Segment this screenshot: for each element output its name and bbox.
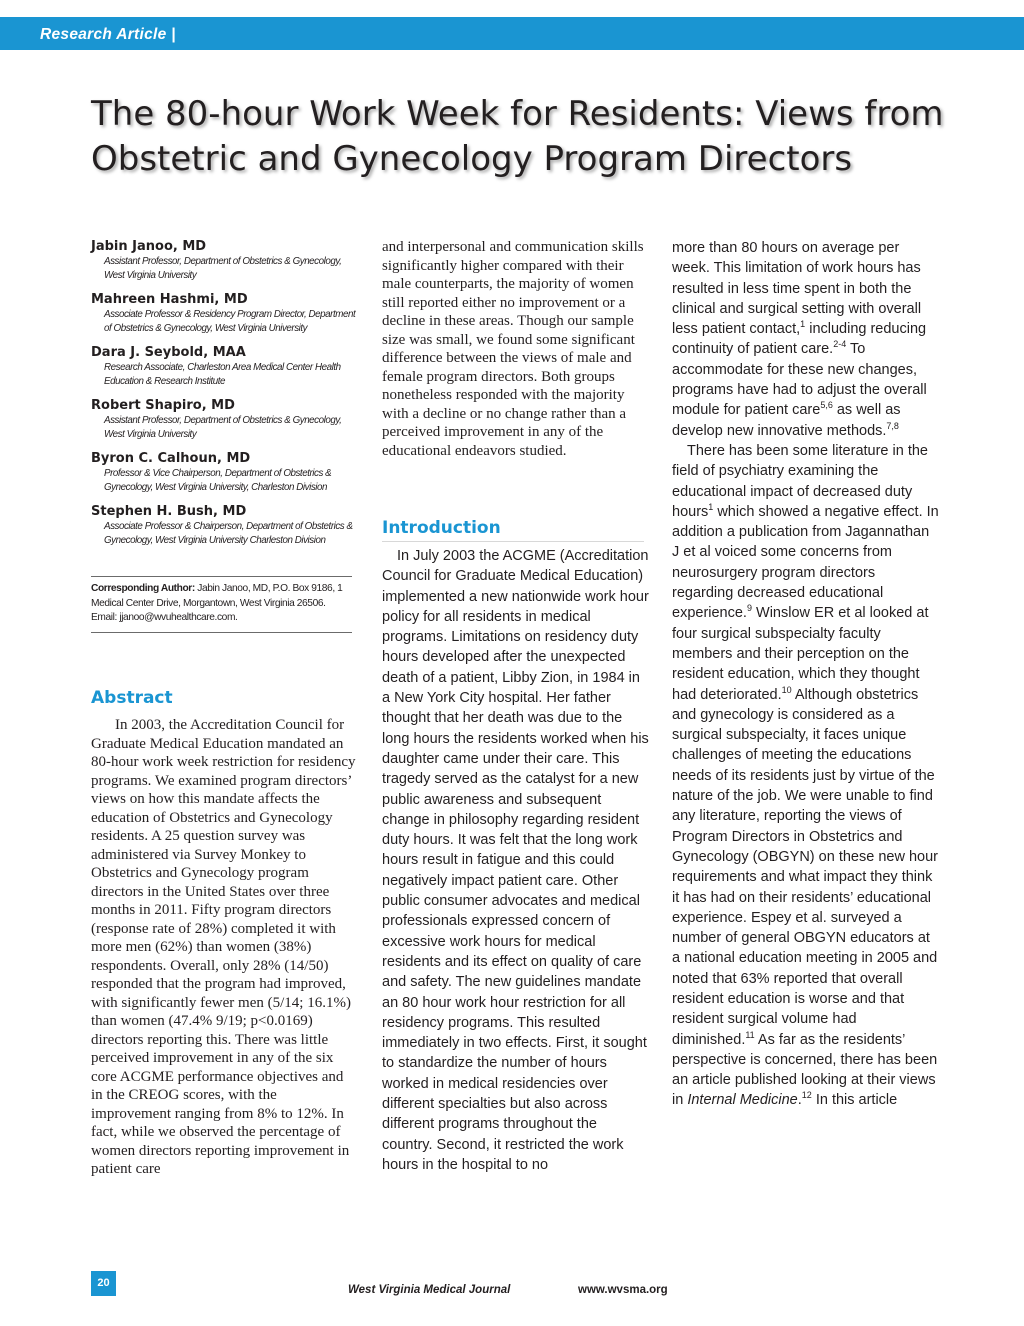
author-entry: [91, 238, 356, 283]
author-affiliation: Associate Professor & Chairperson, Department of Obstetrics & Gynecology, West Virginia University Charleston Division: [104, 521, 353, 546]
text-run: as well as develop new innovative methods.: [672, 402, 901, 439]
text-run: There has been some literature in the field of psychiatry examining the educational impact of decreased duty hours: [672, 442, 928, 520]
citation: 12: [801, 1090, 812, 1101]
article-title: [91, 92, 991, 182]
introduction-column-3: [672, 238, 940, 1111]
author-name: Robert Shapiro, MD: [91, 398, 235, 413]
abstract-heading: Abstract: [91, 688, 173, 708]
corresponding-author-box: [91, 576, 352, 633]
corresponding-author-label: Corresponding Author:: [91, 583, 195, 594]
author-name: Stephen H. Bush, MD: [91, 504, 247, 519]
abstract-continued-text: and interpersonal and communication skills significantly higher compared with their male counterparts, the majority of women still reported either no improvement or a decline in these areas. Though our sample size was small, we found some significant difference between the views of male and female program directors. Both groups nonetheless responded with the majority with a decline or no change rather than a perceived improvement in any of the educational endeavors studied.: [382, 239, 644, 459]
author-name: Dara J. Seybold, MAA: [91, 345, 246, 360]
author-entry: [91, 397, 356, 442]
author-affiliation: Assistant Professor, Department of Obstetrics & Gynecology, West Virginia University: [104, 256, 342, 281]
citation: 1: [708, 502, 714, 513]
citation: 2-4: [833, 339, 847, 350]
author-list: [91, 238, 356, 556]
text-run: As far as the residents’ perspective is concerned, there has been an article published looking at their views in: [672, 1031, 938, 1109]
text-run: .: [797, 1092, 802, 1109]
author-entry: [91, 344, 356, 389]
text-run: In this article: [811, 1092, 898, 1109]
text-run: Winslow ER et al looked at four surgical subspecialty faculty members and their perception on the resident education, which they thought had deteriorated.: [672, 605, 929, 703]
abstract-text: In 2003, the Accreditation Council for Graduate Medical Education mandated an 80-hour work week restriction for residency programs. We examined program directors’ views on how this mandate affects the education of Obstetrics and Gynecology residents. A 25 question survey was administered via Survey Monkey to Obstetrics and Gynecology program directors in the United States over three months in 2011. Fifty program directors (response rate of 28%) completed it with more men (62%) than women (38%) respondents. Overall, only 28% (14/50) responded that the program had improved, with significantly fewer men (5/14; 16.1%) than women (47.4% 9/19; p<0.0169) directors reporting this. There was little perceived improvement in any of the six core ACGME performance objectives and in the CREOG scores, with the improvement ranging from 8% to 12%. In fact, while we observed the percentage of women directors reporting improvement in patient care: [91, 717, 356, 1177]
corresponding-author-details: Jabin Janoo, MD, P.O. Box 9186, 1 Medical Center Drive, Morgantown, West Virginia 26506. Email: jjanoo@wvuhealthcare.com.: [91, 583, 343, 623]
text-run: which showed a negative effect. In addition a publication from Jagannathan J et al voiced some concerns from neurosurgery program directors regarding decreased educational experience.: [672, 503, 939, 622]
citation: 10: [781, 684, 792, 695]
introduction-heading: Introduction: [382, 518, 644, 542]
author-affiliation: Research Associate, Charleston Area Medical Center Health Education & Research Institute: [104, 362, 341, 387]
introduction-paragraph-1-continued: [672, 238, 940, 441]
introduction-paragraph-2: [672, 441, 940, 1111]
abstract-continued: [382, 238, 644, 460]
footer-journal-name: West Virginia Medical Journal: [348, 1284, 511, 1296]
footer-website[interactable]: www.wvsma.org: [578, 1284, 668, 1296]
article-title-line-1: The 80-hour Work Week for Residents: Views from: [91, 94, 944, 134]
author-affiliation: Assistant Professor, Department of Obstetrics & Gynecology, West Virginia University: [104, 415, 342, 440]
citation: 1: [800, 319, 806, 330]
author-entry: [91, 450, 356, 495]
section-label: Research Article |: [40, 26, 176, 43]
text-run: Although obstetrics and gynecology is considered as a surgical subspecialty, it faces unique challenges of meeting the educations needs of its residents just by virtue of the nature of the job. We were unable to find any literature, reporting the views of Program Directors in Obstetrics and Gynecology (OBGYN) on these new hour requirements and what impact they think it has had on their residents’ educational experience. Espey et al. surveyed a number of general OBGYN educators at a national education meeting in 2005 and noted that 63% reported that overall resident education is worse and that resident surgical volume had diminished.: [672, 686, 938, 1048]
abstract-body: [91, 716, 356, 1179]
journal-reference: Internal Medicine: [687, 1092, 798, 1109]
introduction-column-2: [382, 546, 650, 1175]
text-run: To accommodate for these new changes, programs have had to adjust the overall module for patient care: [672, 341, 927, 419]
introduction-paragraph-1: In July 2003 the ACGME (Accreditation Council for Graduate Medical Education) implemented a new nationwide work hour policy for all residents in medical programs. Limitations on residency duty hours developed after the unexpected death of a patient, Libby Zion, in 1984 in a New York City hospital. Her father thought that her death was due to the long hours the residents worked when his daughter came under their care. This tragedy served as the catalyst for a new public awareness and subsequent change in philosophy regarding resident duty hours. It was felt that the long work hours result in fatigue and this could negatively impact patient care. Other public consumer advocates and medical professionals expressed concern of excessive work hours for medical residents and its effect on quality of care and safety. The new guidelines mandate an 80 hour work hour restriction for all residency programs. This resulted immediately in two effects. First, it sought to standardize the number of hours worked in medical residencies over different specialties but also across different programs throughout the country. Second, it restricted the work hours in the hospital to no: [382, 548, 649, 1173]
text-run: more than 80 hours on average per week. This limitation of work hours has resulted in less time spent in both the clinical and surgical setting with overall less patient contact,: [672, 240, 922, 338]
article-title-line-2: Obstetric and Gynecology Program Directors: [91, 139, 853, 179]
page-number: 20: [91, 1271, 116, 1296]
citation: 9: [746, 603, 752, 614]
author-entry: [91, 503, 356, 548]
author-name: Jabin Janoo, MD: [91, 239, 207, 254]
author-name: Mahreen Hashmi, MD: [91, 292, 248, 307]
section-banner: [0, 17, 1024, 50]
citation: 11: [745, 1029, 755, 1040]
author-entry: [91, 291, 356, 336]
author-affiliation: Professor & Vice Chairperson, Department of Obstetrics & Gynecology, West Virginia University, Charleston Division: [104, 468, 332, 493]
author-affiliation: Associate Professor & Residency Program Director, Department of Obstetrics & Gynecology, West Virginia University: [104, 309, 356, 334]
citation: 7,8: [886, 420, 899, 431]
text-run: including reducing continuity of patient care.: [672, 321, 927, 358]
citation: 5,6: [820, 400, 833, 411]
author-name: Byron C. Calhoun, MD: [91, 451, 251, 466]
